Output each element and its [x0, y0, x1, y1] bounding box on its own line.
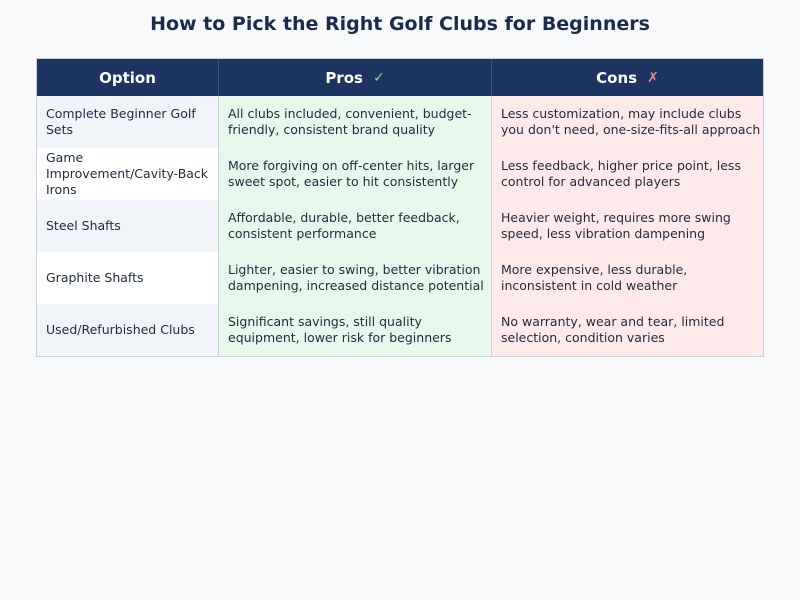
- cons-text: Less feedback, higher price point, less control for advanced players: [501, 158, 741, 189]
- cons-cell: [492, 96, 763, 148]
- header-cons: [492, 59, 763, 96]
- header-option-label: Option: [99, 68, 156, 87]
- option-text: Game Improvement/Cavity-Back Irons: [46, 150, 209, 197]
- option-text: Used/Refurbished Clubs: [46, 322, 195, 337]
- table-row: [37, 304, 763, 356]
- cons-cell: [492, 148, 763, 200]
- header-cons-label: Cons: [596, 68, 638, 87]
- pros-text: Significant savings, still quality equipment, lower risk for beginners: [228, 314, 452, 345]
- header-option: [37, 59, 219, 96]
- cross-icon: ✗: [647, 69, 659, 86]
- pros-cell: [219, 200, 492, 252]
- pros-text: All clubs included, convenient, budget-friendly, consistent brand quality: [228, 106, 472, 137]
- option-text: Graphite Shafts: [46, 270, 144, 285]
- pros-cell: [219, 304, 492, 356]
- table-row: [37, 252, 763, 304]
- page-title: How to Pick the Right Golf Clubs for Beginners: [150, 13, 650, 35]
- cons-text: Heavier weight, requires more swing speed, less vibration dampening: [501, 210, 731, 241]
- comparison-table: [36, 58, 764, 357]
- pros-text: Affordable, durable, better feedback, consistent performance: [228, 210, 460, 241]
- table-row: [37, 96, 763, 148]
- pros-text: Lighter, easier to swing, better vibration dampening, increased distance potential: [228, 262, 484, 293]
- check-icon: ✓: [372, 69, 385, 86]
- pros-text: More forgiving on off-center hits, larger sweet spot, easier to hit consistently: [228, 158, 475, 189]
- pros-cell: [219, 96, 492, 148]
- option-cell: [37, 304, 219, 356]
- cons-cell: [492, 200, 763, 252]
- table-row: [37, 200, 763, 252]
- option-text: Complete Beginner Golf Sets: [46, 106, 196, 137]
- option-cell: [37, 148, 219, 200]
- header-pros: [219, 59, 492, 96]
- cons-cell: [492, 252, 763, 304]
- cons-text: Less customization, may include clubs you don't need, one-size-fits-all approach: [501, 106, 761, 137]
- table-row: [37, 148, 763, 200]
- pros-cell: [219, 148, 492, 200]
- cons-text: No warranty, wear and tear, limited selection, condition varies: [501, 314, 725, 345]
- option-cell: [37, 200, 219, 252]
- option-cell: [37, 252, 219, 304]
- header-pros-label: Pros: [325, 68, 363, 87]
- cons-cell: [492, 304, 763, 356]
- cons-text: More expensive, less durable, inconsistent in cold weather: [501, 262, 688, 293]
- option-cell: [37, 96, 219, 148]
- option-text: Steel Shafts: [46, 218, 121, 233]
- table-header: [37, 59, 763, 96]
- pros-cell: [219, 252, 492, 304]
